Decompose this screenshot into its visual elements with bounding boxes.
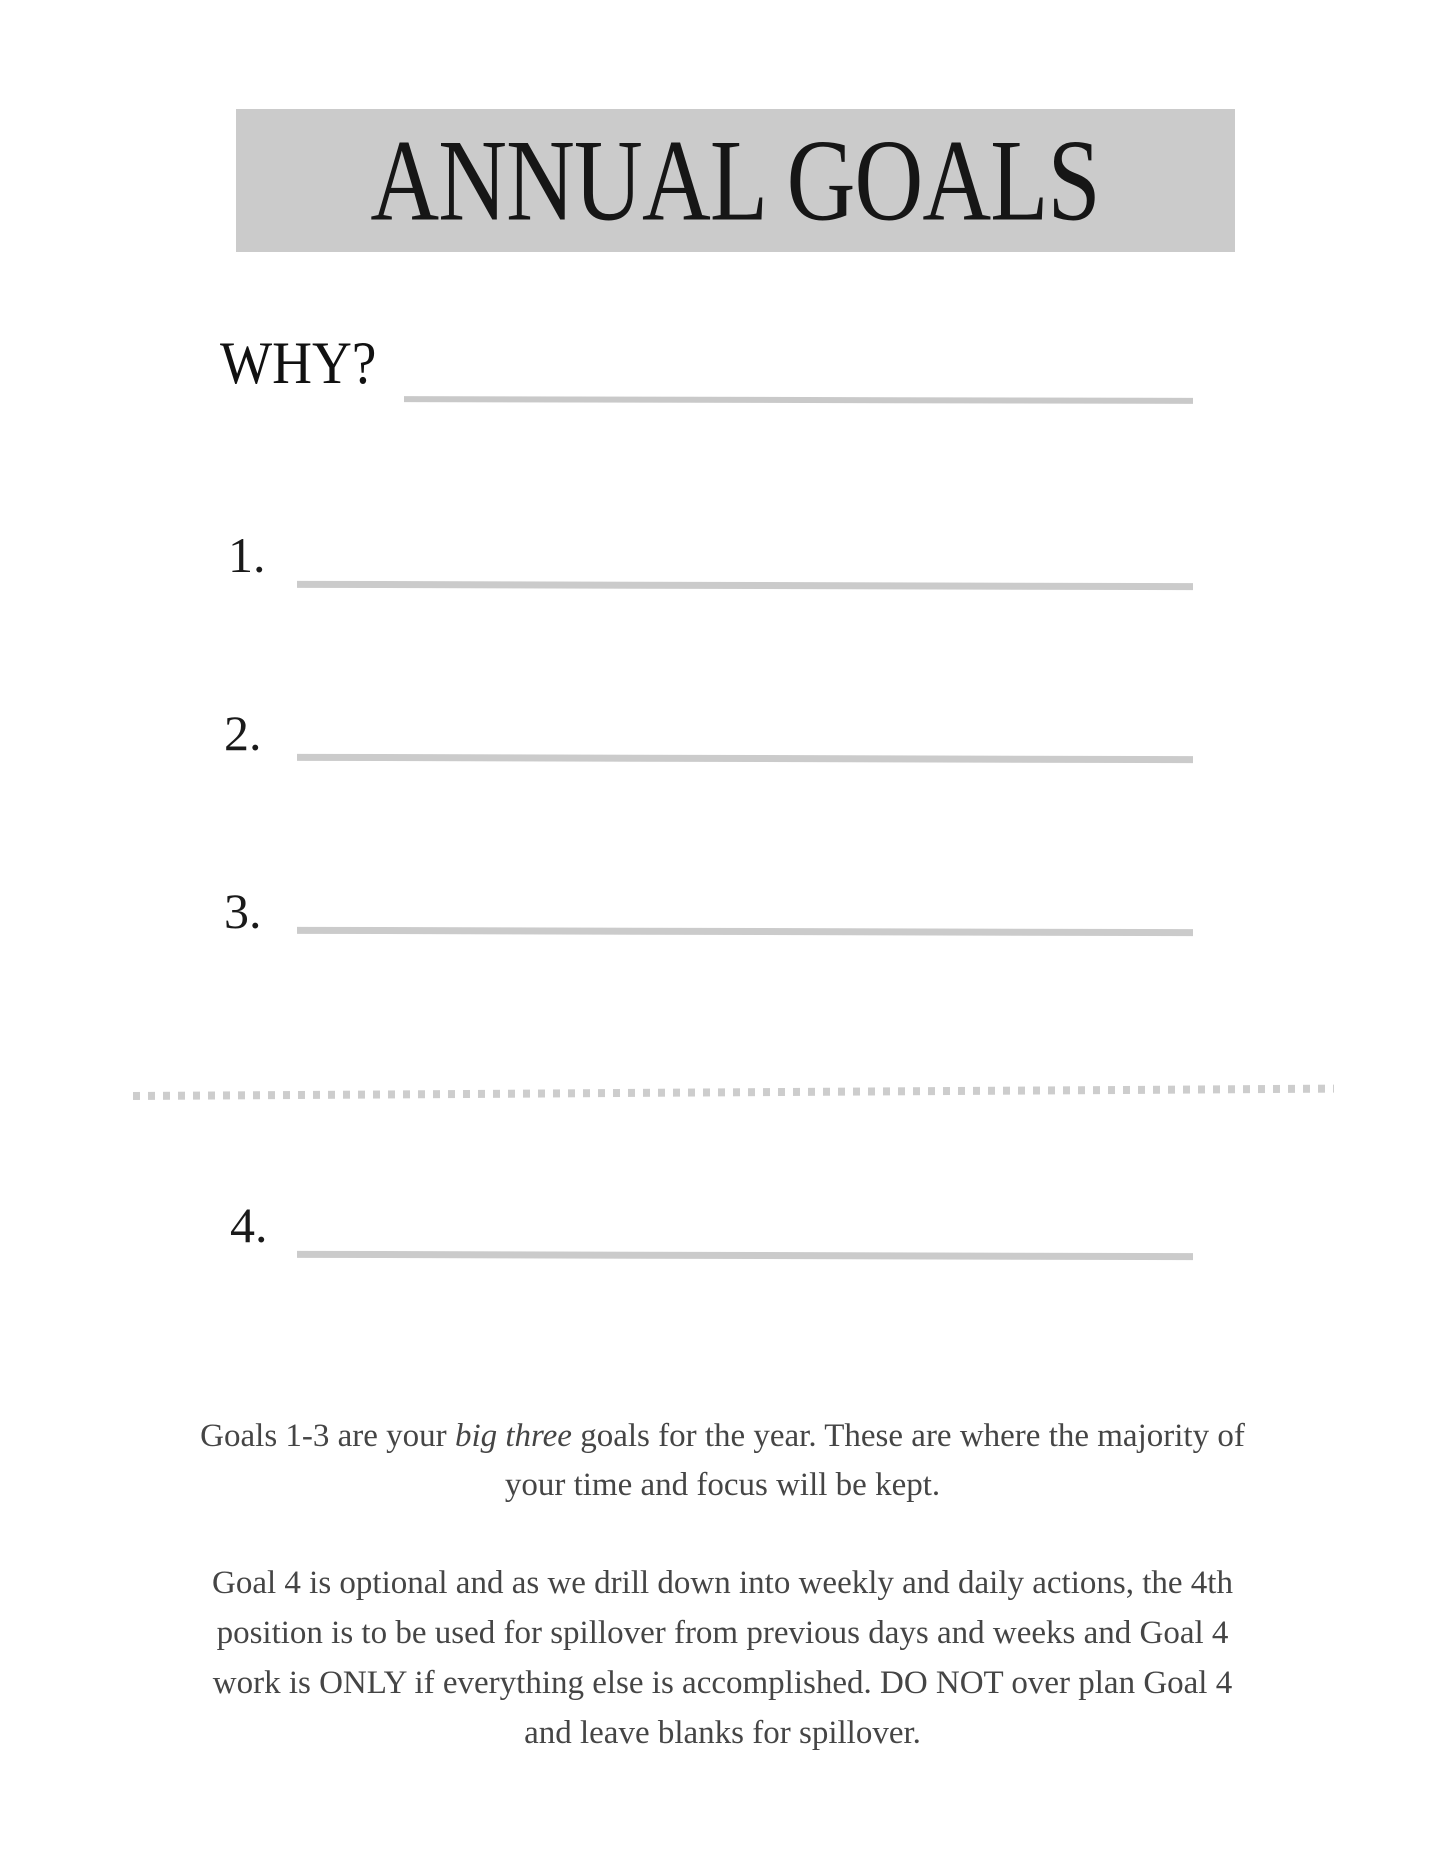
note-line: position is to be used for spillover from previous days and weeks and Goal 4 (216, 1615, 1229, 1651)
dotted-divider (133, 1085, 1334, 1100)
why-label: WHY? (220, 330, 377, 396)
page-title: ANNUAL GOALS (370, 116, 1101, 245)
goal-number-3: 3. (224, 883, 262, 939)
note-line: your time and focus will be kept. (504, 1467, 941, 1503)
goal-number-1: 1. (228, 527, 266, 583)
goal-number-4: 4. (230, 1197, 268, 1253)
note-line: and leave blanks for spillover. (524, 1715, 921, 1751)
goal-input-line-1[interactable] (297, 581, 1193, 590)
goal-input-line-2[interactable] (297, 754, 1193, 763)
goal-input-line-3[interactable] (297, 927, 1193, 936)
note-line (0, 1412, 1445, 1461)
note-text: Goals 1-3 are your (200, 1418, 455, 1454)
note-paragraph-goal-4 (0, 1558, 1445, 1758)
why-input-line[interactable] (404, 396, 1193, 404)
title-banner (236, 109, 1235, 252)
goal-number-2: 2. (224, 705, 262, 761)
note-text: goals for the year. These are where the majority of (571, 1418, 1245, 1454)
note-line: Goal 4 is optional and as we drill down into weekly and daily actions, the 4th (212, 1565, 1233, 1601)
goal-input-line-4[interactable] (297, 1251, 1193, 1260)
note-line: work is ONLY if everything else is accomplished. DO NOT over plan Goal 4 (212, 1665, 1233, 1701)
note-text-italic: big three (454, 1418, 572, 1454)
note-paragraph-big-three (0, 1412, 1445, 1510)
